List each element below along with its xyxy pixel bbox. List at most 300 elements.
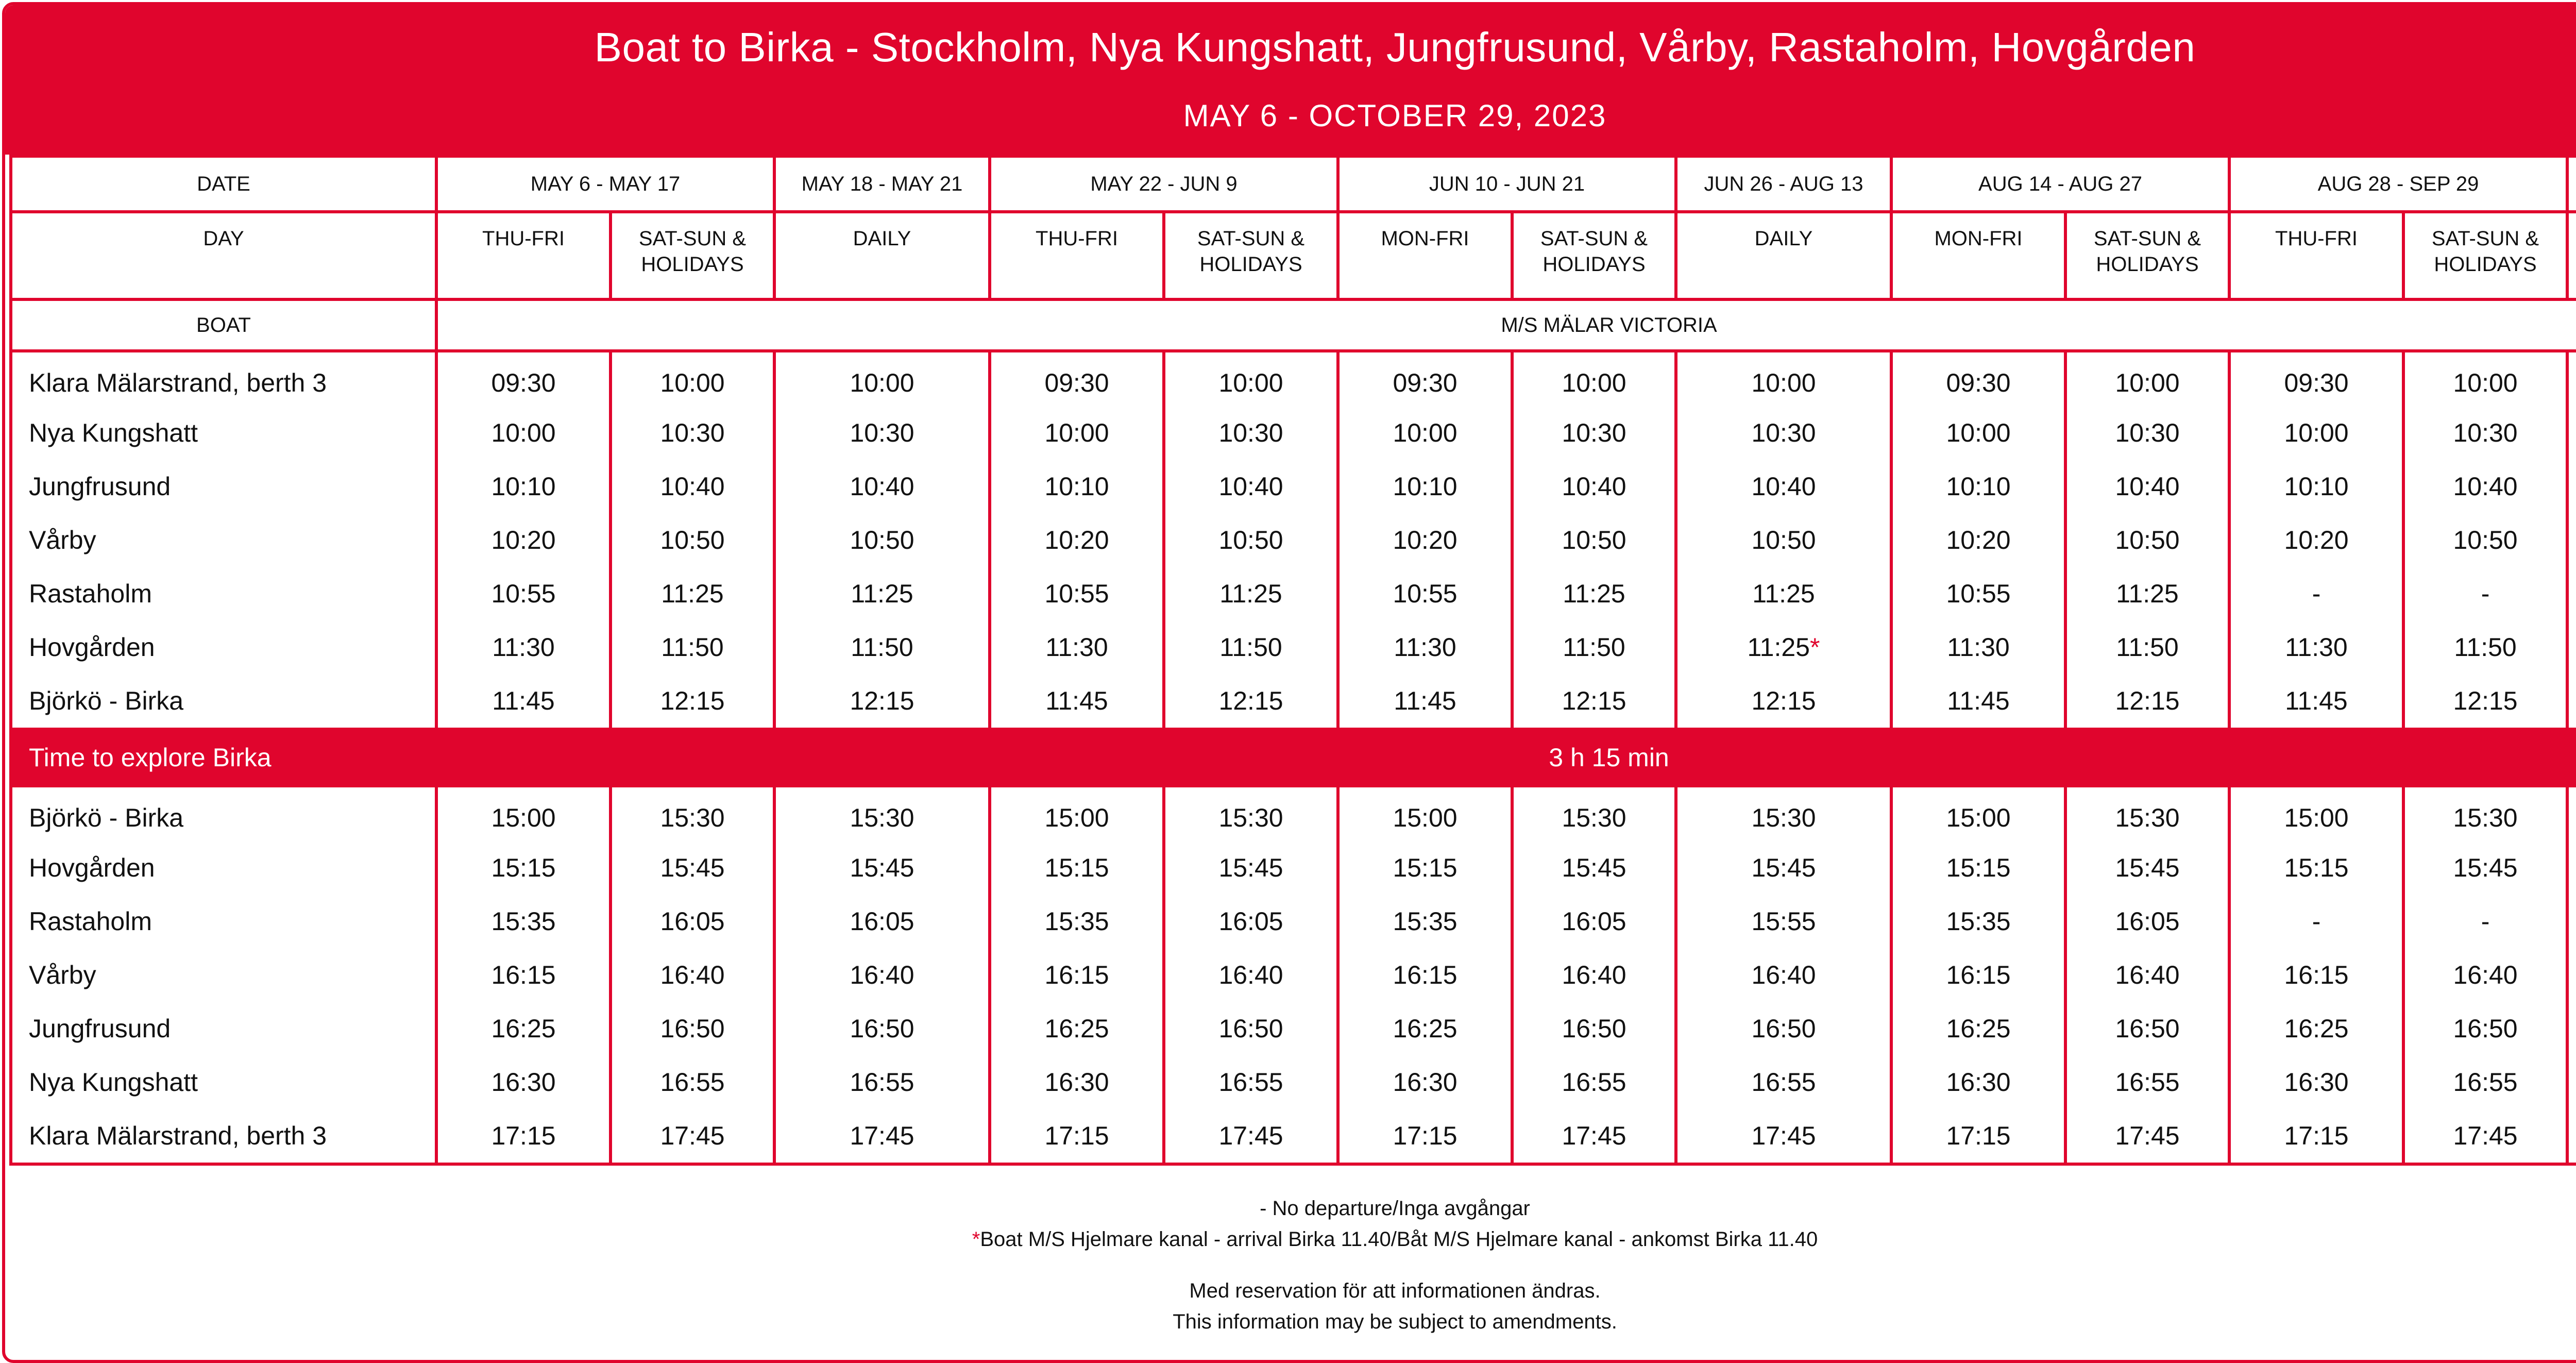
departure-time [611, 460, 774, 513]
departure-time [774, 895, 990, 948]
departure-time [990, 351, 1164, 406]
departure-time [2229, 948, 2403, 1002]
departure-time [2403, 948, 2567, 1002]
time-value: 16:05 [1562, 907, 1626, 936]
time-value: 11:45 [492, 686, 555, 715]
time-value: 15:45 [660, 853, 725, 882]
departure-time [2065, 1055, 2229, 1109]
inbound-stop-row [11, 1109, 2576, 1164]
departure-time [436, 620, 611, 674]
time-value: 10:40 [850, 472, 914, 501]
stop-name: Vårby [11, 513, 436, 567]
time-value: 10:30 [2453, 418, 2518, 447]
time-value: 15:45 [2115, 853, 2180, 882]
day-header [1164, 212, 1338, 299]
departure-time [2567, 948, 2576, 1002]
time-value: 15:00 [1044, 803, 1109, 832]
stop-name: Björkö - Birka [11, 786, 436, 841]
time-value: 16:50 [2115, 1014, 2180, 1043]
time-value: 17:15 [1946, 1121, 2011, 1150]
departure-time [774, 674, 990, 729]
departure-time [1676, 513, 1891, 567]
day-header-line: THU-FRI [1036, 227, 1118, 250]
departure-time [774, 406, 990, 460]
time-value: 10:30 [1751, 418, 1816, 447]
departure-time [611, 1109, 774, 1164]
departure-time [2567, 513, 2576, 567]
departure-time [2403, 1109, 2567, 1164]
time-value: 16:25 [1044, 1014, 1109, 1043]
day-header-line [2569, 251, 2576, 277]
departure-time [990, 841, 1164, 895]
time-value: 10:00 [2453, 368, 2518, 397]
period-header: AUG 28 - SEP 29 [2229, 156, 2567, 212]
time-value: 16:50 [1751, 1014, 1816, 1043]
departure-time [774, 351, 990, 406]
departure-time [2403, 895, 2567, 948]
time-value: 10:20 [1946, 526, 2011, 554]
time-value: 16:55 [2115, 1068, 2180, 1097]
departure-time [1164, 674, 1338, 729]
time-value: 11:50 [2116, 633, 2179, 662]
departure-time [1164, 786, 1338, 841]
departure-time [1164, 351, 1338, 406]
departure-time [1891, 841, 2065, 895]
time-value: 10:20 [1044, 526, 1109, 554]
departure-time [990, 620, 1164, 674]
time-value: 17:45 [2115, 1121, 2180, 1150]
departure-time [2403, 513, 2567, 567]
departure-time [1891, 1109, 2065, 1164]
departure-time [2229, 674, 2403, 729]
departure-time [1891, 1002, 2065, 1055]
time-value: - [2312, 907, 2321, 936]
stop-name: Rastaholm [11, 895, 436, 948]
departure-time [2567, 786, 2576, 841]
departure-time [2229, 841, 2403, 895]
stop-name: Björkö - Birka [11, 674, 436, 729]
time-value: 10:20 [2284, 526, 2349, 554]
time-value: 10:10 [491, 472, 556, 501]
departure-time [611, 406, 774, 460]
outbound-stop-row [11, 513, 2576, 567]
departure-time [2229, 513, 2403, 567]
departure-time [2403, 567, 2567, 620]
departure-time [611, 620, 774, 674]
time-value: 10:10 [1044, 472, 1109, 501]
time-value: - [2481, 579, 2490, 608]
time-value: 17:45 [850, 1121, 914, 1150]
date-row [11, 156, 2576, 212]
day-header [2065, 212, 2229, 299]
inbound-stop-row [11, 948, 2576, 1002]
time-value: 10:00 [660, 368, 725, 397]
time-value: 15:15 [1393, 853, 1458, 882]
departure-time [436, 513, 611, 567]
day-header [1338, 212, 1512, 299]
time-value: 16:30 [1946, 1068, 2011, 1097]
outbound-stop-row [11, 620, 2576, 674]
departure-time [1512, 351, 1676, 406]
departure-time [1676, 786, 1891, 841]
stop-name: Jungfrusund [11, 460, 436, 513]
time-value: 16:55 [1751, 1068, 1816, 1097]
period-header [2567, 156, 2576, 212]
departure-time [1164, 895, 1338, 948]
time-value: 09:30 [1946, 368, 2011, 397]
asterisk-marker: * [972, 1228, 980, 1251]
time-value: 10:10 [1393, 472, 1458, 501]
departure-time [1338, 1109, 1512, 1164]
time-value: 10:30 [1218, 418, 1283, 447]
day-header-line: MON-FRI [1381, 227, 1469, 250]
time-value: 10:30 [850, 418, 914, 447]
departure-time [2229, 406, 2403, 460]
time-value: 11:25 [1219, 579, 1282, 608]
departure-time [1676, 1109, 1891, 1164]
time-value: 16:40 [1218, 961, 1283, 989]
departure-time [1676, 406, 1891, 460]
time-value: 11:45 [1045, 686, 1108, 715]
departure-time [436, 351, 611, 406]
time-value: 12:15 [1562, 686, 1626, 715]
departure-time [774, 513, 990, 567]
departure-time [1676, 841, 1891, 895]
time-value: 15:45 [1218, 853, 1283, 882]
departure-time [2403, 786, 2567, 841]
time-value: 12:15 [1218, 686, 1283, 715]
departure-time [2229, 895, 2403, 948]
time-value: - [2481, 907, 2490, 936]
departure-time [774, 460, 990, 513]
day-header-line: THU-FRI [482, 227, 565, 250]
day-header-line: DAILY [853, 227, 911, 250]
departure-time [1512, 1002, 1676, 1055]
time-value: 10:50 [660, 526, 725, 554]
day-header-line: HOLIDAYS [2434, 253, 2537, 276]
time-value: 11:30 [1045, 633, 1108, 662]
time-value: 16:30 [1393, 1068, 1458, 1097]
departure-time [990, 406, 1164, 460]
time-value: 15:45 [2453, 853, 2518, 882]
departure-time [2229, 786, 2403, 841]
departure-time [1891, 948, 2065, 1002]
departure-time [774, 786, 990, 841]
stop-name: Nya Kungshatt [11, 406, 436, 460]
time-value: 16:50 [2453, 1014, 2518, 1043]
departure-time [436, 1109, 611, 1164]
departure-time [1512, 895, 1676, 948]
day-row [11, 212, 2576, 299]
time-value: 11:50 [1219, 633, 1282, 662]
time-value: 16:55 [2453, 1068, 2518, 1097]
period-header: MAY 18 - MAY 21 [774, 156, 990, 212]
day-header-line: SAT-SUN & [1540, 227, 1648, 250]
departure-time [1512, 786, 1676, 841]
departure-time [774, 567, 990, 620]
departure-time [2403, 1055, 2567, 1109]
time-value: 12:15 [2453, 686, 2518, 715]
departure-time [1676, 895, 1891, 948]
day-label: DAY [11, 212, 436, 299]
time-value: 10:50 [2453, 526, 2518, 554]
departure-time [2065, 948, 2229, 1002]
legend-asterisk-text: Boat M/S Hjelmare kanal - arrival Birka 11.40/Båt M/S Hjelmare kanal - ankomst Birka 11.40 [980, 1228, 1818, 1251]
time-value: 16:55 [1562, 1068, 1626, 1097]
time-value: 11:50 [1563, 633, 1625, 662]
time-value: 16:40 [850, 961, 914, 989]
time-value: 11:30 [1947, 633, 2010, 662]
time-value: 16:55 [660, 1068, 725, 1097]
departure-time [2229, 567, 2403, 620]
time-value: 15:30 [1218, 803, 1283, 832]
time-value: 16:50 [850, 1014, 914, 1043]
time-value: 11:30 [492, 633, 555, 662]
reservation-note-en: This information may be subject to amendments. [1173, 1310, 1617, 1333]
departure-time [990, 948, 1164, 1002]
departure-time [1891, 895, 2065, 948]
time-value: 11:25 [851, 579, 913, 608]
legend-asterisk [5, 1224, 2576, 1255]
departure-time [1338, 786, 1512, 841]
time-value: 10:40 [1562, 472, 1626, 501]
departure-time [436, 567, 611, 620]
time-value: 15:30 [2115, 803, 2180, 832]
time-value: 15:30 [2453, 803, 2518, 832]
time-value: 16:50 [1218, 1014, 1283, 1043]
departure-time [1164, 460, 1338, 513]
departure-time [2403, 674, 2567, 729]
time-value: 17:45 [1751, 1121, 1816, 1150]
departure-time [1891, 567, 2065, 620]
departure-time [436, 841, 611, 895]
departure-time [2567, 1055, 2576, 1109]
departure-time [1164, 841, 1338, 895]
time-value: 11:30 [1394, 633, 1456, 662]
time-value: 10:55 [1946, 579, 2011, 608]
explore-duration: 3 h 15 min [436, 729, 2576, 786]
departure-time [2567, 351, 2576, 406]
boat-name: M/S MÄLAR VICTORIA [436, 299, 2576, 351]
time-value: 10:50 [1562, 526, 1626, 554]
departure-time [774, 1055, 990, 1109]
stop-name: Nya Kungshatt [11, 1055, 436, 1109]
departure-time [774, 948, 990, 1002]
day-header-line: THU-FRI [2275, 227, 2358, 250]
departure-time [1676, 1002, 1891, 1055]
departure-time [1338, 1055, 1512, 1109]
stop-name: Vårby [11, 948, 436, 1002]
time-value: 16:05 [660, 907, 725, 936]
departure-time [990, 1055, 1164, 1109]
day-header [990, 212, 1164, 299]
departure-time [1891, 786, 2065, 841]
time-value: - [2312, 579, 2321, 608]
departure-time [1891, 351, 2065, 406]
time-value: 10:00 [1393, 418, 1458, 447]
time-value: 10:30 [660, 418, 725, 447]
departure-time [1338, 948, 1512, 1002]
period-header: MAY 22 - JUN 9 [990, 156, 1338, 212]
time-value: 10:00 [1946, 418, 2011, 447]
day-header-line: DAILY [1754, 227, 1813, 250]
day-header-line: SAT-SUN & [2431, 227, 2539, 250]
outbound-stop-row [11, 674, 2576, 729]
time-value: 11:25 [1752, 579, 1815, 608]
legend-no-departure: - No departure/Inga avgångar [1260, 1197, 1530, 1220]
departure-time [2567, 1002, 2576, 1055]
time-value: 15:15 [1946, 853, 2011, 882]
departure-time [2567, 1109, 2576, 1164]
departure-time [1676, 948, 1891, 1002]
time-value: 17:45 [2453, 1121, 2518, 1150]
departure-time [1891, 460, 2065, 513]
time-value: 10:20 [1393, 526, 1458, 554]
footer-notes [5, 1193, 2576, 1337]
departure-time [2065, 841, 2229, 895]
departure-time [2403, 460, 2567, 513]
day-header-line: HOLIDAYS [2096, 253, 2199, 276]
time-value: 10:00 [850, 368, 914, 397]
time-value: 16:05 [2115, 907, 2180, 936]
departure-time [2229, 351, 2403, 406]
departure-time [1891, 620, 2065, 674]
departure-time [2403, 620, 2567, 674]
time-value: 11:50 [661, 633, 724, 662]
departure-time [1338, 513, 1512, 567]
boat-row [11, 299, 2576, 351]
time-value: 16:50 [660, 1014, 725, 1043]
time-value: 10:00 [2284, 418, 2349, 447]
time-value: 17:45 [1218, 1121, 1283, 1150]
day-header [2403, 212, 2567, 299]
departure-time [1164, 1002, 1338, 1055]
day-header-line: SAT-SUN & [1197, 227, 1305, 250]
time-value: 16:15 [2284, 961, 2349, 989]
time-value: 11:25 [1563, 579, 1625, 608]
time-value: 16:50 [1562, 1014, 1626, 1043]
stop-name: Jungfrusund [11, 1002, 436, 1055]
departure-time [1891, 674, 2065, 729]
boat-label: BOAT [11, 299, 436, 351]
time-value: 10:55 [491, 579, 556, 608]
departure-time [1338, 567, 1512, 620]
time-value: 11:25 [2116, 579, 2179, 608]
departure-time [611, 1055, 774, 1109]
departure-time [774, 1109, 990, 1164]
time-value: 15:00 [491, 803, 556, 832]
inbound-stop-row [11, 786, 2576, 841]
explore-label: Time to explore Birka [11, 729, 436, 786]
departure-time [2567, 460, 2576, 513]
time-value: 15:35 [1393, 907, 1458, 936]
departure-time [990, 1109, 1164, 1164]
time-value: 15:00 [2284, 803, 2349, 832]
time-value: 15:30 [660, 803, 725, 832]
departure-time [2229, 1002, 2403, 1055]
departure-time [1164, 567, 1338, 620]
time-value: 16:25 [1946, 1014, 2011, 1043]
departure-time [611, 1002, 774, 1055]
departure-time [1338, 841, 1512, 895]
departure-time [2403, 1002, 2567, 1055]
time-value: 16:25 [491, 1014, 556, 1043]
day-header [1512, 212, 1676, 299]
time-value: 10:50 [1751, 526, 1816, 554]
departure-time [1338, 1002, 1512, 1055]
time-value: 11:25 [661, 579, 724, 608]
time-value: 16:40 [2453, 961, 2518, 989]
time-value: 15:35 [1946, 907, 2011, 936]
departure-time [436, 674, 611, 729]
time-value: 10:40 [660, 472, 725, 501]
departure-time [2065, 674, 2229, 729]
time-value: 10:00 [2115, 368, 2180, 397]
departure-time [1891, 1055, 2065, 1109]
departure-time [2403, 841, 2567, 895]
departure-time [774, 841, 990, 895]
time-value: 10:30 [2115, 418, 2180, 447]
time-value: 16:25 [2284, 1014, 2349, 1043]
period-header: MAY 6 - MAY 17 [436, 156, 774, 212]
day-header [774, 212, 990, 299]
departure-time [611, 895, 774, 948]
time-value: 15:15 [491, 853, 556, 882]
time-value: 15:30 [1562, 803, 1626, 832]
departure-time [990, 786, 1164, 841]
day-header-line: SAT-SUN & [638, 227, 747, 250]
stop-name: Rastaholm [11, 567, 436, 620]
day-header [436, 212, 611, 299]
departure-time [1512, 460, 1676, 513]
departure-time [436, 786, 611, 841]
day-header [611, 212, 774, 299]
stop-name: Hovgården [11, 620, 436, 674]
departure-time [1512, 1055, 1676, 1109]
period-header: JUN 26 - AUG 13 [1676, 156, 1891, 212]
departure-time [990, 895, 1164, 948]
departure-time [2065, 351, 2229, 406]
day-header-line: HOLIDAYS [1543, 253, 1646, 276]
time-value: 16:15 [1393, 961, 1458, 989]
time-value: 10:40 [2115, 472, 2180, 501]
page-title: Boat to Birka - Stockholm, Nya Kungshatt, Jungfrusund, Vårby, Rastaholm, Hovgården [594, 24, 2196, 70]
departure-time [2229, 620, 2403, 674]
departure-time [611, 674, 774, 729]
departure-time [1512, 620, 1676, 674]
time-value: 10:50 [850, 526, 914, 554]
reservation-note-sv: Med reservation för att informationen ändras. [1189, 1280, 1601, 1302]
day-header-line: SAT-SUN & [2093, 227, 2201, 250]
time-value: 17:15 [491, 1121, 556, 1150]
time-value: 11:45 [1947, 686, 2010, 715]
time-value: 09:30 [491, 368, 556, 397]
departure-time [1676, 620, 1891, 674]
departure-time [436, 948, 611, 1002]
day-header [2229, 212, 2403, 299]
departure-time [990, 674, 1164, 729]
departure-time [2403, 406, 2567, 460]
period-header: JUN 10 - JUN 21 [1338, 156, 1676, 212]
time-value: 16:30 [1044, 1068, 1109, 1097]
time-value: 15:45 [850, 853, 914, 882]
departure-time [436, 1002, 611, 1055]
departure-time [1676, 674, 1891, 729]
outbound-stop-row [11, 406, 2576, 460]
timetable-header [5, 5, 2576, 155]
departure-time [2403, 351, 2567, 406]
time-value: 15:00 [1946, 803, 2011, 832]
